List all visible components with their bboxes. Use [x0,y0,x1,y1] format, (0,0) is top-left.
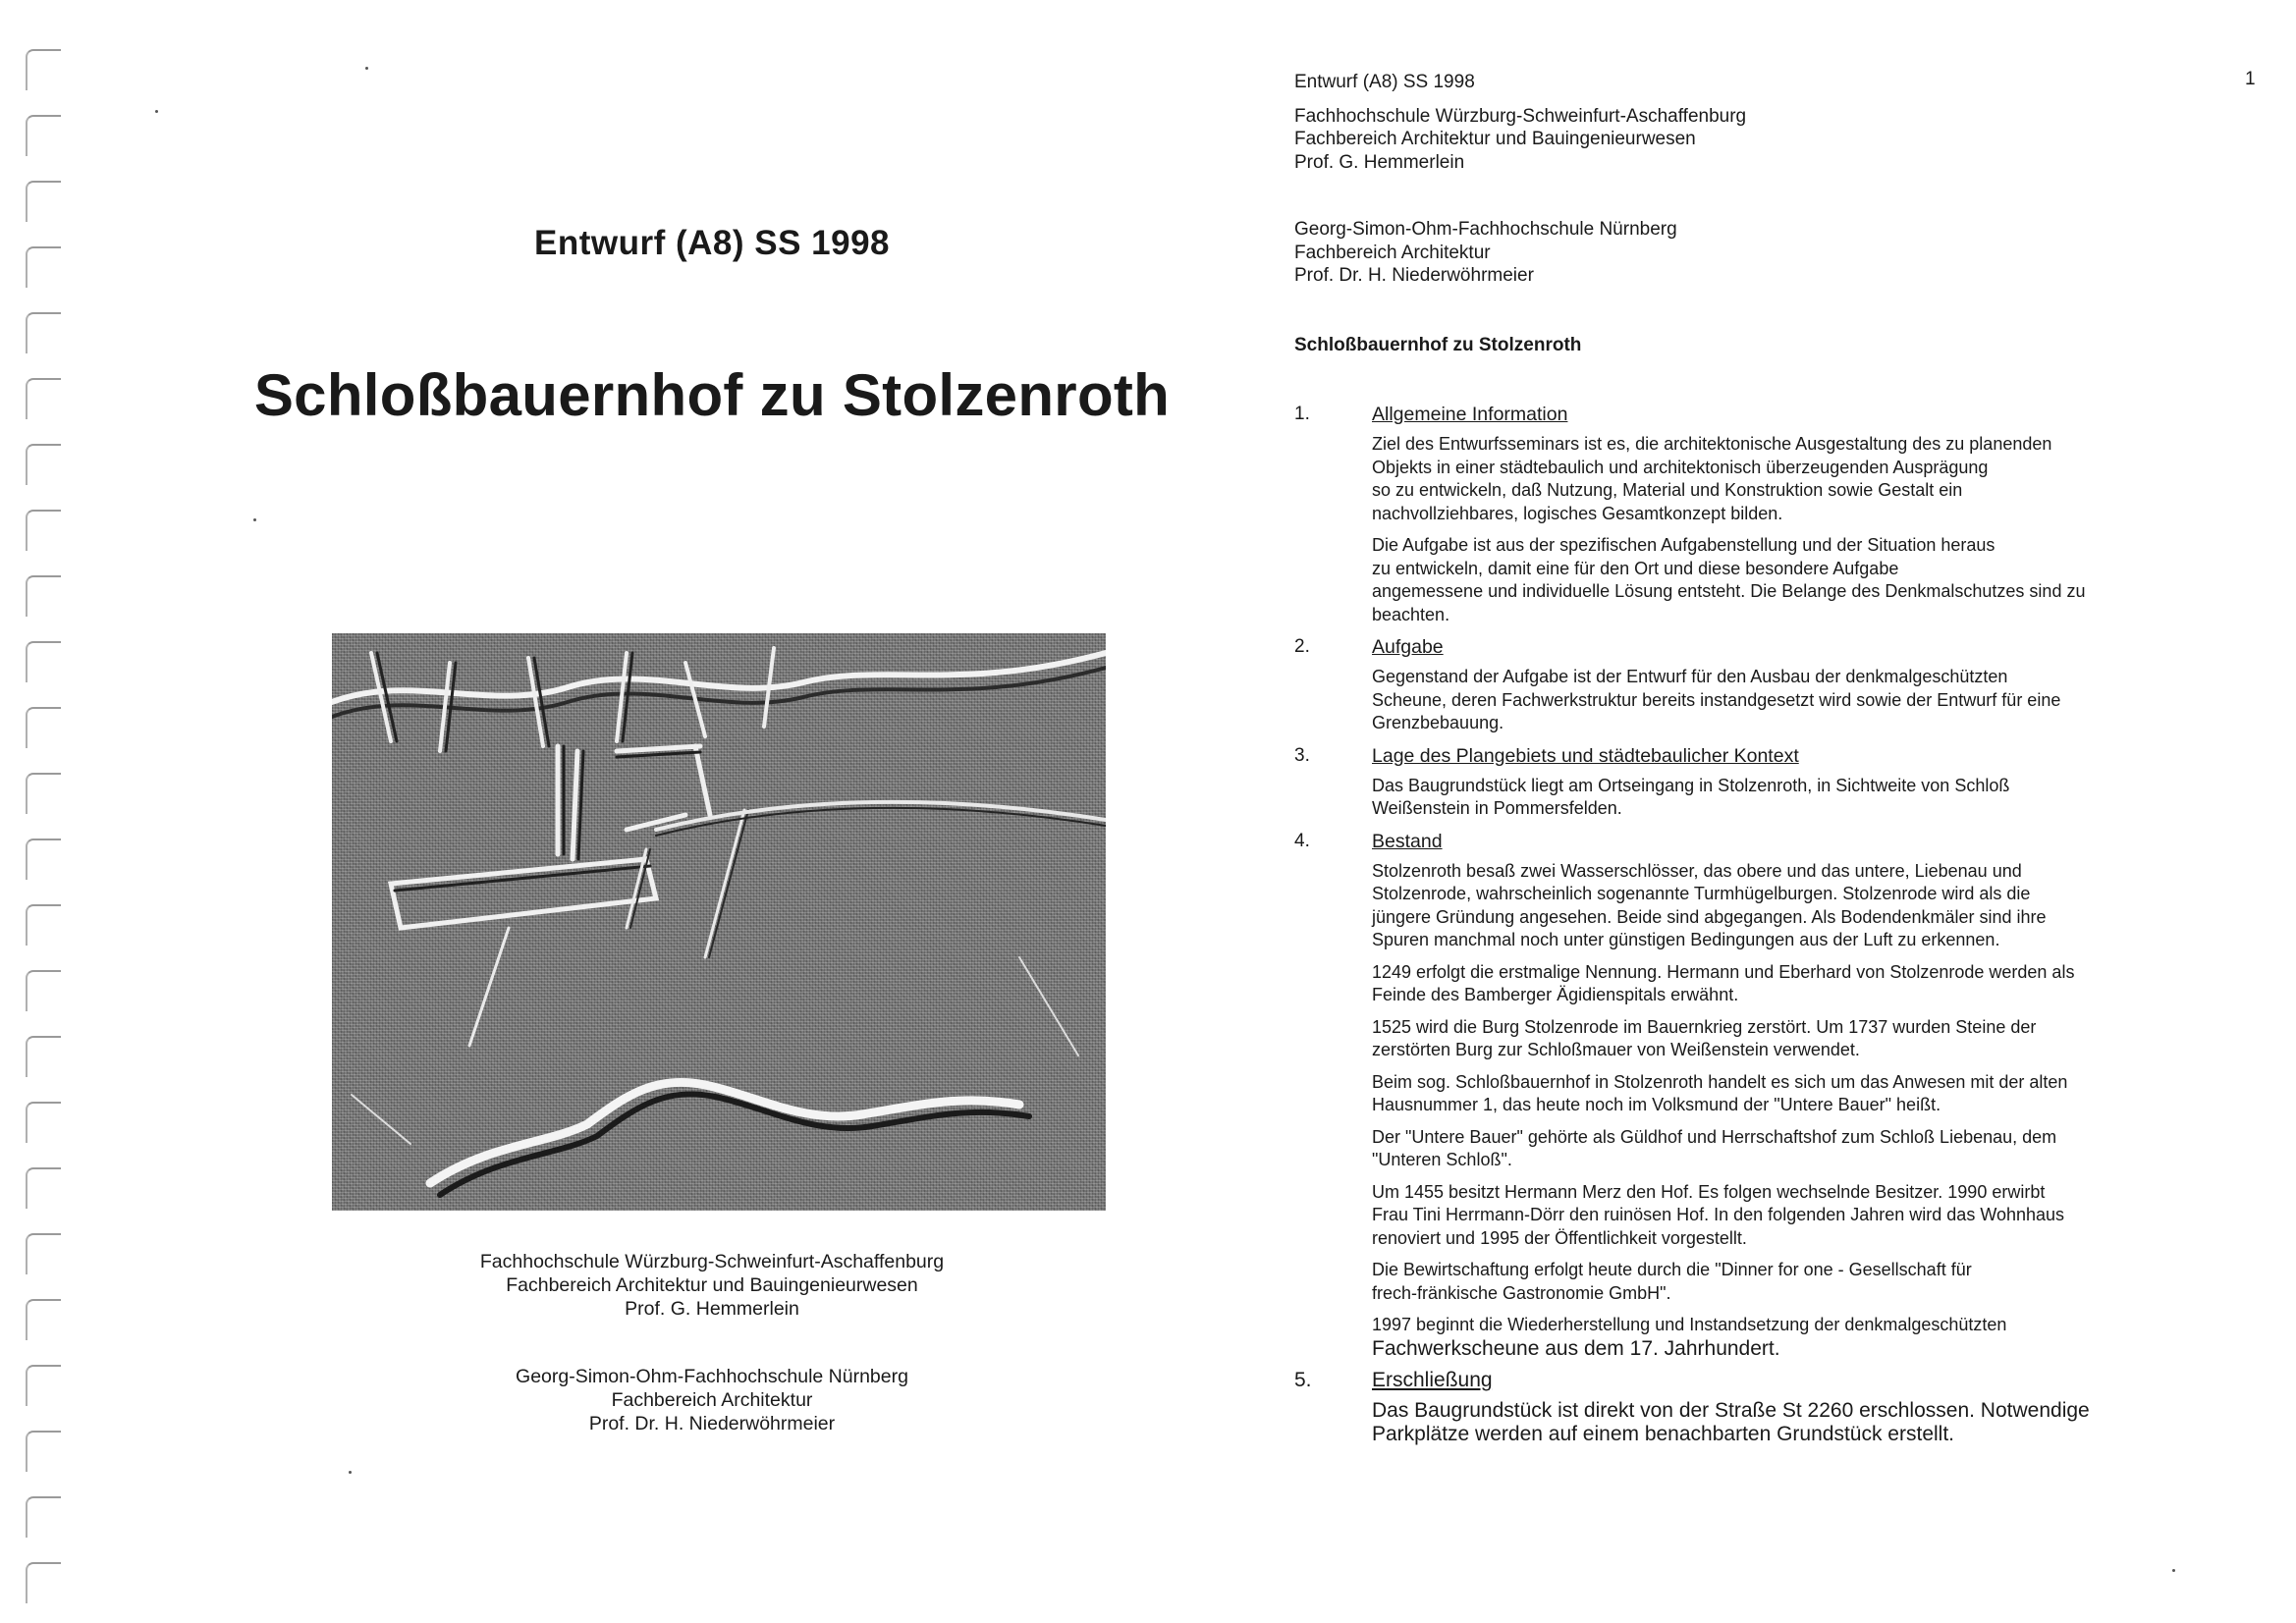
paragraph-line: jüngere Gründung angesehen. Beide sind abgegangen. Als Bodendenkmäler sind ihre [1372,906,2047,927]
section-number: 2. [1294,636,1310,657]
paragraph-line: 1249 erfolgt die erstmalige Nennung. Hermann und Eberhard von Stolzenrode werden als [1372,961,2075,982]
binding-ring [26,115,61,156]
paragraph-line: Gegenstand der Aufgabe ist der Entwurf für den Ausbau der denkmalgeschützten [1372,667,2008,686]
binding-ring [26,1167,61,1209]
binding-ring [26,312,61,353]
binding-ring [26,1299,61,1340]
paragraph [1372,1314,2198,1360]
cover-institution-2-line: Georg-Simon-Ohm-Fachhochschule Nürnberg [516,1366,908,1387]
paragraph-line: Hausnummer 1, das heute noch im Volksmund der "Untere Bauer" heißt. [1372,1095,1941,1114]
cover-institution-2-line: Fachbereich Architektur [611,1389,813,1411]
paragraph [1372,1181,2198,1251]
section-4 [1294,830,2198,1361]
header-line: Entwurf (A8) SS 1998 [1294,72,1475,92]
binding-ring [26,575,61,617]
paragraph-line: Parkplätze werden auf einem benachbarten Grundstück erstellt. [1372,1423,1954,1445]
paragraph-line: frech-fränkische Gastronomie GmbH". [1372,1282,1671,1303]
binding-ring [26,1365,61,1406]
cover-institution-1-line: Prof. G. Hemmerlein [625,1298,799,1320]
paragraph-line: Die Aufgabe ist aus der spezifischen Aufgabenstellung und der Situation heraus [1372,535,1995,555]
section-5 [1294,1369,2198,1446]
binding-ring [26,1496,61,1538]
section-title: Allgemeine Information [1372,404,1568,425]
header-line: Georg-Simon-Ohm-Fachhochschule Nürnberg [1294,219,1677,240]
section-2 [1294,635,2198,735]
paragraph-line: Feinde des Bamberger Ägidienspitals erwähnt. [1372,985,1739,1004]
binding-ring [26,378,61,419]
spiral-binding [26,49,65,1581]
cover-subtitle: Entwurf (A8) SS 1998 [533,224,891,262]
text-page [1294,0,2276,1623]
cover-title: Schloßbauernhof zu Stolzenroth [253,362,1171,428]
binding-ring [26,707,61,748]
section-number: 3. [1294,744,1310,766]
header-institution-1 [1294,71,1746,174]
paragraph-line: Die Bewirtschaftung erfolgt heute durch die "Dinner for one - Gesellschaft für [1372,1260,1972,1279]
paragraph-line: beachten. [1372,604,1450,624]
scan-speck [155,110,158,113]
page-heading: Schloßbauernhof zu Stolzenroth [1294,335,1582,355]
paragraph-line: Der "Untere Bauer" gehörte als Güldhof und Herrschaftshof zum Schloß Liebenau, dem [1372,1126,2057,1147]
header-line: Prof. G. Hemmerlein [1294,151,1465,173]
paragraph-line: Stolzenroth besaß zwei Wasserschlösser, das obere und das untere, Liebenau und [1372,860,2022,881]
paragraph [1372,1016,2198,1062]
section-number: 1. [1294,404,1310,424]
binding-ring [26,181,61,222]
cover-institution-1-line: Fachhochschule Würzburg-Schweinfurt-Aschaffenburg [479,1251,945,1272]
section-title: Bestand [1372,830,1443,852]
binding-ring [26,1036,61,1077]
binding-ring [26,1102,61,1143]
paragraph-line: Beim sog. Schloßbauernhof in Stolzenroth handelt es sich um das Anwesen mit der alten [1372,1071,2068,1092]
binding-ring [26,510,61,551]
binding-ring [26,839,61,880]
paragraph [1372,1399,2198,1446]
paragraph-line: so zu entwickeln, daß Nutzung, Material und Konstruktion sowie Gestalt ein [1372,480,1963,500]
paragraph [1372,433,2198,525]
aerial-photo [332,633,1106,1211]
paragraph [1372,961,2198,1007]
section-number: 5. [1294,1369,1312,1391]
cover-institution-2 [137,1365,1286,1435]
paragraph-line: "Unteren Schloß". [1372,1150,1512,1169]
binding-ring [26,641,61,682]
cover-institution-1 [137,1250,1286,1321]
paragraph [1372,775,2198,821]
paragraph [1372,666,2198,735]
binding-ring [26,970,61,1011]
cover-page [137,0,1286,1623]
paragraph-line: renoviert und 1995 der Öffentlichkeit vorgestellt. [1372,1227,1747,1248]
paragraph-line: Spuren manchmal noch unter günstigen Bedingungen aus der Luft zu erkennen. [1372,930,2000,949]
paragraph-line: Um 1455 besitzt Hermann Merz den Hof. Es folgen wechselnde Besitzer. 1990 erwirbt [1372,1181,2046,1202]
paragraph [1372,1259,2198,1305]
paragraph-line: Frau Tini Herrmann-Dörr den ruinösen Hof. In den folgenden Jahren wird das Wohnhaus [1372,1205,2065,1224]
section-title: Erschließung [1372,1369,1493,1391]
paragraph-line: Ziel des Entwurfsseminars ist es, die architektonische Ausgestaltung des zu planenden [1372,434,2052,454]
binding-ring [26,49,61,90]
scan-speck [365,67,368,70]
scan-speck [2172,1569,2175,1572]
cover-institution-2-line: Prof. Dr. H. Niederwöhrmeier [588,1413,836,1434]
paragraph-line: angemessene und individuelle Lösung entsteht. Die Belange des Denkmalschutzes sind zu [1372,581,2086,601]
header-line: Fachhochschule Würzburg-Schweinfurt-Aschaffenburg [1294,105,1747,127]
paragraph-line: Scheune, deren Fachwerkstruktur bereits instandgesetzt wird sowie der Entwurf für eine [1372,689,2061,710]
paragraph-line: nachvollziehbares, logisches Gesamtkonzept bilden. [1372,503,1783,523]
section-1 [1294,403,2198,626]
paragraph-line: Fachwerkscheune aus dem 17. Jahrhundert. [1372,1336,1780,1360]
scan-speck [253,518,256,521]
paragraph-line: zerstörten Burg zur Schloßmauer von Weißenstein verwendet. [1372,1040,1860,1059]
paragraph [1372,1071,2198,1117]
binding-ring [26,773,61,814]
paragraph-line: Das Baugrundstück ist direkt von der Straße St 2260 erschlossen. Notwendige [1372,1399,2090,1422]
section-3 [1294,744,2198,821]
paragraph-line: 1525 wird die Burg Stolzenrode im Bauernkrieg zerstört. Um 1737 wurden Steine der [1372,1016,2037,1037]
header-line: Fachbereich Architektur und Bauingenieurwesen [1294,129,1696,149]
section-title: Lage des Plangebiets und städtebaulicher Kontext [1372,744,1799,767]
paragraph-line: Grenzbebauung. [1372,713,1504,732]
paragraph-line: Weißenstein in Pommersfelden. [1372,798,1622,818]
scan-speck [349,1471,352,1474]
paragraph-line: 1997 beginnt die Wiederherstellung und Instandsetzung der denkmalgeschützten [1372,1315,2007,1334]
page-number: 1 [2245,69,2256,89]
binding-ring [26,1431,61,1472]
binding-ring [26,904,61,946]
cover-institution-1-line: Fachbereich Architektur und Bauingenieurwesen [506,1274,918,1296]
paragraph-line: Das Baugrundstück liegt am Ortseingang in Stolzenroth, in Sichtweite von Schloß [1372,775,2010,795]
paragraph [1372,1126,2198,1172]
binding-ring [26,246,61,288]
section-title: Aufgabe [1372,636,1444,658]
header-line: Fachbereich Architektur [1294,242,1491,263]
header-institution-2 [1294,218,1677,288]
sections [1294,403,2198,1455]
aerial-photo-relief [332,633,1106,1211]
binding-ring [26,1233,61,1274]
section-number: 4. [1294,830,1310,851]
header-line: Prof. Dr. H. Niederwöhrmeier [1294,265,1534,286]
binding-ring [26,1562,61,1603]
paragraph-line: zu entwickeln, damit eine für den Ort und diese besondere Aufgabe [1372,558,1899,578]
paragraph [1372,860,2198,952]
paragraph-line: Stolzenrode, wahrscheinlich sogenannte Turmhügelburgen. Stolzenrode wird als die [1372,884,2031,903]
paragraph-line: Objekts in einer städtebaulich und architektonisch überzeugenden Ausprägung [1372,457,1989,477]
binding-ring [26,444,61,485]
paragraph [1372,534,2198,626]
